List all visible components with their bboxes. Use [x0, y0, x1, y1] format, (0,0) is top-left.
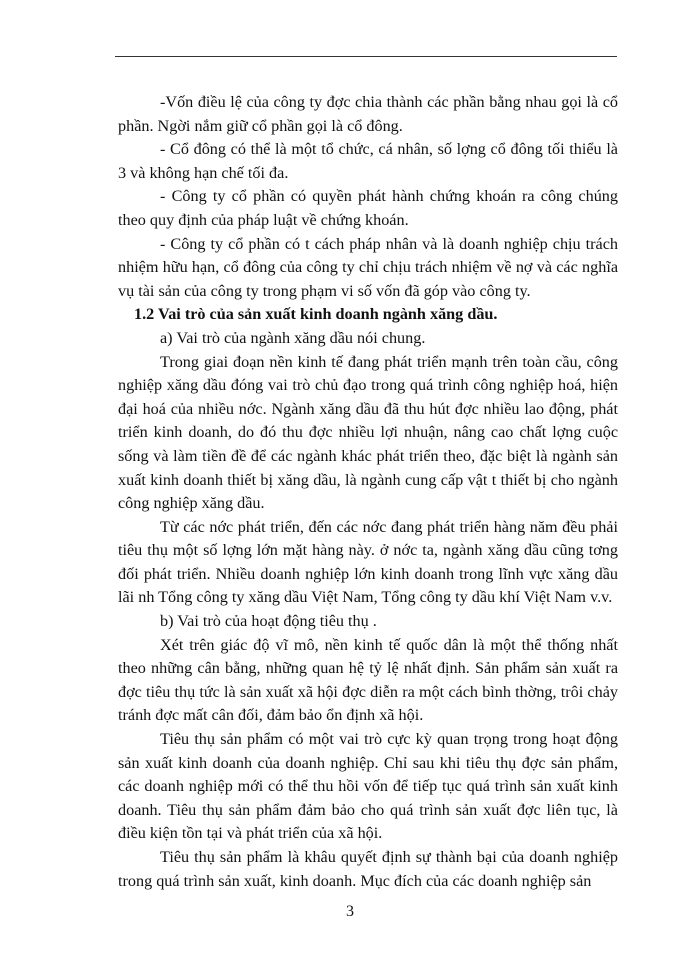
subheading-b: b) Vai trò của hoạt động tiêu thụ .: [160, 612, 377, 631]
page-number: 3: [346, 903, 354, 920]
section-heading: 1.2 Vai trò của sản xuất kinh doanh ngành xăng dầu.: [134, 305, 498, 324]
paragraph-securities: - Công ty cổ phần có quyền phát hành chứng khoán ra công chúng theo quy định của pháp luật về chứng khoán.: [118, 187, 618, 229]
paragraph-charter-capital: -Vốn điều lệ của công ty đợc chia thành các phần bằng nhau gọi là cổ phần. Ngời nắm giữ cổ phần gọi là cổ đông.: [118, 93, 618, 135]
paragraph-shareholders: - Cổ đông có thể là một tổ chức, cá nhân, số lợng cổ đông tối thiểu là 3 và không hạn chế tối đa.: [118, 140, 618, 182]
paragraph-countries: Từ các nớc phát triển, đến các nớc đang phát triển hàng năm đều phải tiêu thụ một số lợng lớn mặt hàng này. ở nớc ta, ngành xăng dầu cũng tơng đối phát triển. Nhiều doanh nghiệp lớn kinh doanh trong lĩnh vực xăng dầu lãi nh Tổng công ty xăng dầu Việt Nam, Tổng công ty dầu khí Việt Nam v.v.: [118, 517, 618, 607]
paragraph-decisive-stage: Tiêu thụ sản phẩm là khâu quyết định sự thành bại của doanh nghiệp trong quá trình sản xuất, kinh doanh. Mục đích của các doanh nghiệp sản: [118, 848, 618, 890]
paragraph-consumption-role: Tiêu thụ sản phẩm có một vai trò cực kỳ quan trọng trong hoạt động sản xuất kinh doanh của doanh nghiệp. Chỉ sau khi tiêu thụ đợc sản phẩm, các doanh nghiệp mới có thể thu hồi vốn để tiếp tục quá trình sản xuất kinh doanh. Tiêu thụ sản phẩm đảm bảo cho quá trình sản xuất đợc liên tục, là điều kiện tồn tại và phát triển của xã hội.: [118, 730, 618, 843]
paragraph-macro: Xét trên giác độ vĩ mô, nền kinh tế quốc dân là một thể thống nhất theo những cân bằng, những quan hệ tỷ lệ nhất định. Sản phẩm sản xuất ra đợc tiêu thụ tức là sản xuất xã hội đợc diễn ra một cách bình thờng, trôi chảy tránh đợc mất cân đối, đảm bảo ổn định xã hội.: [118, 635, 618, 725]
paragraph-legal-entity: - Công ty cổ phần có t cách pháp nhân và là doanh nghiệp chịu trách nhiệm hữu hạn, cổ đông của công ty chỉ chịu trách nhiệm về nợ và các nghĩa vụ tài sản của công ty trong phạm vi số vốn đã góp vào công ty.: [118, 234, 618, 300]
subheading-a: a) Vai trò của ngành xăng dầu nói chung.: [160, 328, 426, 347]
header-rule: [115, 56, 617, 57]
paragraph-petroleum-role: Trong giai đoạn nền kinh tế đang phát triển mạnh trên toàn cầu, công nghiệp xăng dầu đóng vai trò chủ đạo trong quá trình công nghiệp hoá, hiện đại hoá của nhiều nớc. Ngành xăng dầu đã thu hút đợc nhiều lao động, phát triển kinh doanh, do đó thu đợc nhiều lợi nhuận, nâng cao chất lợng cuộc sống và làm tiền đề để các ngành khác phát triển theo, đặc biệt là ngành sản xuất kinh doanh thiết bị xăng dầu, là ngành cung cấp vật t thiết bị cho ngành công nghiệp xăng dầu.: [118, 352, 618, 513]
body-text: [118, 91, 618, 893]
